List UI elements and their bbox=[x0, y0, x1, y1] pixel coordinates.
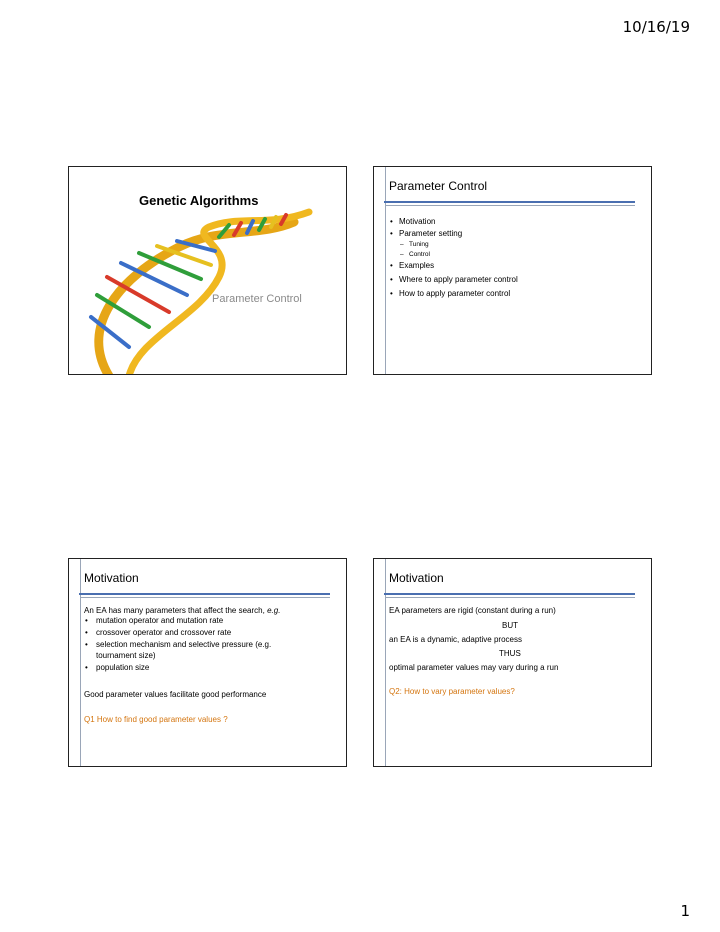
slide-title-underline bbox=[384, 201, 635, 203]
slide4-title: Motivation bbox=[389, 571, 444, 585]
slide-title-underline-thin bbox=[385, 205, 635, 206]
outline-sub-item: – Control bbox=[399, 250, 644, 260]
slide-vertical-rule bbox=[80, 559, 81, 766]
outline-item bbox=[389, 228, 644, 260]
outline-item: • Examples bbox=[389, 260, 644, 272]
slide-title-underline bbox=[79, 593, 330, 595]
outline-item-label: Parameter setting bbox=[399, 229, 463, 238]
slide-title-underline-thin bbox=[385, 597, 635, 598]
slide1-title: Genetic Algorithms bbox=[139, 193, 259, 208]
slide4-question: Q2: How to vary parameter values? bbox=[389, 687, 515, 696]
parameter-item: • mutation operator and mutation rate bbox=[84, 615, 339, 626]
outline-sub-list bbox=[399, 240, 644, 260]
parameter-item: • crossover operator and crossover rate bbox=[84, 627, 339, 638]
slide4-line3: optimal parameter values may vary during a run bbox=[389, 663, 559, 672]
slide4-but: BUT bbox=[502, 621, 518, 630]
slide-title-underline-thin bbox=[80, 597, 330, 598]
outline-item: • Motivation bbox=[389, 216, 644, 228]
outline-sub-item: – Tuning bbox=[399, 240, 644, 250]
slide3-statement: Good parameter values facilitate good performance bbox=[84, 690, 267, 699]
slide3-question: Q1 How to find good parameter values ? bbox=[84, 715, 228, 724]
parameter-item: • population size bbox=[84, 662, 339, 673]
slide-title-underline bbox=[384, 593, 635, 595]
slide3-title: Motivation bbox=[84, 571, 139, 585]
outline-list bbox=[389, 216, 644, 300]
page-number: 1 bbox=[680, 902, 690, 920]
page-date: 10/16/19 bbox=[622, 18, 690, 36]
parameter-item: • selection mechanism and selective pressure (e.g. tournament size) bbox=[84, 639, 276, 661]
parameter-list bbox=[84, 615, 339, 674]
slide-parameter-control-outline bbox=[373, 166, 652, 375]
slide4-thus: THUS bbox=[499, 649, 521, 658]
slide-motivation-2 bbox=[373, 558, 652, 767]
slide3-intro-text: An EA has many parameters that affect the search, bbox=[84, 606, 265, 615]
slide-motivation-1 bbox=[68, 558, 347, 767]
slide-vertical-rule bbox=[385, 559, 386, 766]
slide1-subtitle: Parameter Control bbox=[212, 293, 302, 305]
outline-item: • Where to apply parameter control bbox=[389, 274, 644, 286]
slide4-line2: an EA is a dynamic, adaptive process bbox=[389, 635, 522, 644]
slide-title-genetic-algorithms bbox=[68, 166, 347, 375]
slide4-line1: EA parameters are rigid (constant during a run) bbox=[389, 606, 556, 615]
slide-vertical-rule bbox=[385, 167, 386, 374]
slide2-title: Parameter Control bbox=[389, 179, 488, 193]
outline-item: • How to apply parameter control bbox=[389, 288, 644, 300]
slide3-intro-em: e.g. bbox=[267, 606, 281, 615]
